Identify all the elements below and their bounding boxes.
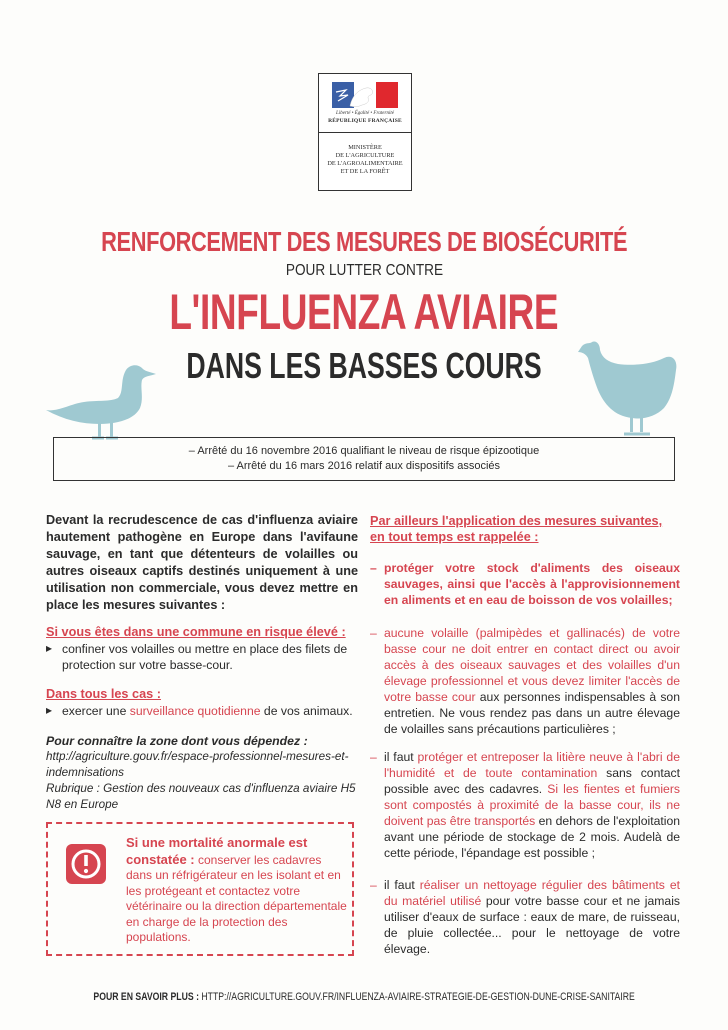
logo-divider: [319, 132, 411, 133]
all-cases-section: [46, 686, 358, 719]
measure-highlight: réaliser un nettoyage régulier des bâtiments et du matériel utilisé: [384, 878, 680, 908]
mortality-alert-box: [46, 822, 354, 956]
ministry-line: MINISTÈRE: [348, 144, 382, 151]
title-line4-text: DANS LES BASSES COURS: [186, 345, 542, 386]
title-biosecurity: [0, 226, 728, 258]
decree-line: – Arrêté du 16 mars 2016 relatif aux dispositifs associés: [227, 460, 501, 472]
dash-marker: –: [370, 878, 377, 892]
measure-plain: aux personnes indispensables à son entretien. Ne vous rendez pas dans un autre élevage de volailles sans précautions particulières ;: [384, 690, 680, 736]
measure-text: [384, 877, 680, 957]
zone-url-link[interactable]: http://agriculture.gouv.fr/espace-professionnel-mesures-et-indemnisations: [46, 750, 349, 779]
title-line2-text: POUR LUTTER CONTRE: [285, 262, 443, 279]
hen-icon: [578, 336, 682, 440]
footer-label: POUR EN SAVOIR PLUS :: [93, 991, 202, 1003]
exclamation-icon: [66, 844, 106, 884]
bullet-text: de vos animaux.: [260, 704, 353, 718]
risk-bullet: ▸ confiner vos volailles ou mettre en place des filets de protection sur votre basse-cour.: [46, 641, 358, 673]
measure-plain: il faut: [384, 878, 420, 892]
zone-heading: Pour connaître la zone dont vous dépendez :: [46, 734, 308, 748]
footer-content: [93, 991, 634, 1003]
measure-item: [370, 877, 680, 957]
marianne-flag-icon: [332, 82, 398, 108]
measure-item: [370, 560, 680, 608]
all-cases-heading: Dans tous les cas :: [46, 687, 161, 701]
alert-bold: Si une mortalité anormale est constatée :: [126, 835, 308, 867]
dash-marker: –: [370, 750, 377, 764]
measure-highlight: Si les fientes et fumiers sont compostés à proximité de la basse cour, ils ne doivent pas être transportés: [384, 782, 680, 828]
footer-url-link[interactable]: HTTP://AGRICULTURE.GOUV.FR/INFLUENZA-AVIAIRE-STRATEGIE-DE-GESTION-DUNE-CRISE-SANITAIRE: [201, 991, 635, 1003]
risk-section: [46, 624, 358, 673]
measure-plain: sans contact possible avec des cadavres.: [384, 766, 681, 796]
decree-box: [53, 437, 675, 481]
measure-text: [384, 749, 680, 861]
measure-text: protéger votre stock d'aliments des oiseaux sauvages, ainsi que l'accès à l'approvisionnement en aliments et en eau de boisson de vos volailles;: [384, 561, 680, 607]
republic-motto: Liberté • Égalité • Fraternité: [336, 111, 394, 116]
ministry-line: ET DE LA FORÊT: [340, 168, 390, 175]
ministry-line: DE L'AGROALIMENTAIRE: [327, 160, 403, 167]
footer: [0, 991, 728, 1003]
title-line1-text: RENFORCEMENT DES MESURES DE BIOSÉCURITÉ: [100, 226, 627, 257]
measure-plain: pour votre basse cour et ne jamais utiliser d'eaux de surface : eaux de mare, de ruisseau, de pluie collectée... pour le nettoyage de votre élevage.: [384, 894, 680, 956]
bullet-text: exercer une: [62, 704, 130, 718]
title-line3-text: L'INFLUENZA AVIAIRE: [169, 284, 559, 340]
measure-item: [370, 749, 680, 861]
decree-line: – Arrêté du 16 novembre 2016 qualifiant le niveau de risque épizootique: [188, 445, 540, 457]
risk-heading: Si vous êtes dans une commune en risque élevé :: [46, 625, 346, 639]
intro-paragraph: Devant la recrudescence de cas d'influenza aviaire hautement pathogène en Europe dans l'avifaune sauvage, en tant que détenteurs de volailles ou autres oiseaux captifs destinés uniquement à une utilisation non commerciale, vous devez mettre en place les mesures suivantes :: [46, 513, 358, 612]
measure-plain: en dehors de l'exploitation avant une période de stockage de 2 mois. Audelà de cette période, l'épandage est possible ;: [384, 814, 681, 860]
alert-text: [126, 835, 348, 946]
measure-highlight: protéger et entreposer la litière neuve à l'abri de l'humidité et de toute contamination: [384, 750, 680, 780]
alert-body: conserver les cadavres dans un réfrigérateur en les isolant et en les protégeant et contactez votre vétérinaire ou la direction départementale en charge de la protection des populations.: [126, 852, 347, 944]
ministry-name: [319, 144, 411, 176]
title-subtitle: [0, 262, 728, 280]
zone-section: [46, 733, 358, 813]
measure-plain: il faut: [384, 750, 418, 764]
dash-marker: –: [370, 626, 377, 640]
ministry-logo: [318, 73, 412, 191]
all-cases-bullet: [46, 703, 358, 719]
measure-item: [370, 625, 680, 737]
zone-rubrique: Rubrique : Gestion des nouveaux cas d'influenza aviaire H5 N8 en Europe: [46, 782, 356, 811]
measure-text: [384, 625, 680, 737]
ministry-line: DE L'AGRICULTURE: [335, 152, 395, 159]
title-influenza: [0, 282, 728, 342]
republic-name: RÉPUBLIQUE FRANÇAISE: [328, 118, 402, 124]
measure-highlight: aucune volaille (palmipèdes et gallinacés) de votre basse cour ne doit entrer en contact direct ou avoir accès à des oiseaux sauvages et des volailles d'un élevage professionnel et vous devez limiter l'accès de votre basse cour: [384, 626, 680, 704]
duck-icon: [40, 358, 160, 444]
dash-marker: –: [370, 561, 377, 575]
bullet-highlight: surveillance quotidienne: [129, 704, 261, 718]
right-heading: Par ailleurs l'application des mesures suivantes, en tout temps est rappelée :: [370, 514, 663, 544]
